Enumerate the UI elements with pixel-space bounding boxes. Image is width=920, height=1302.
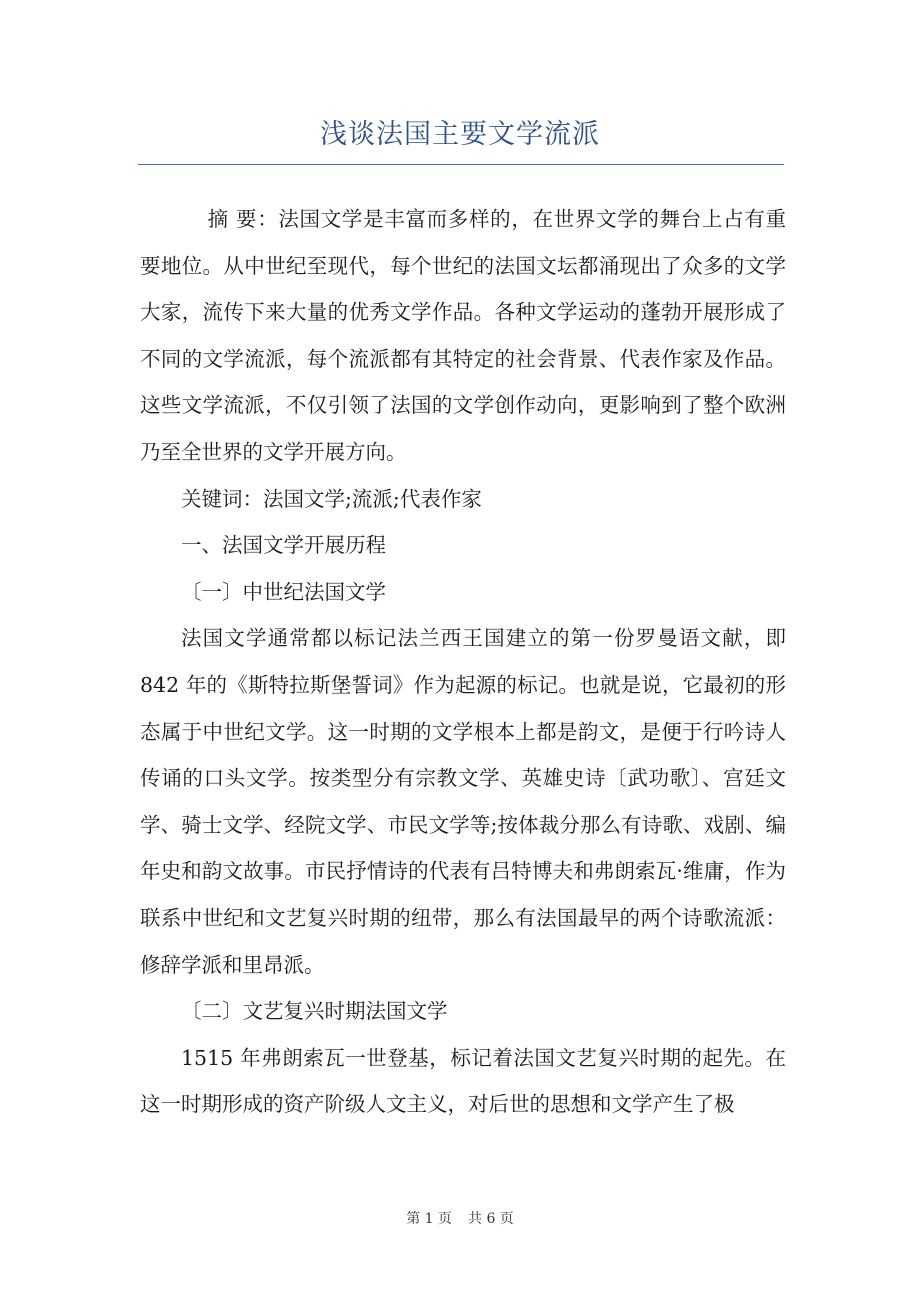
subsection-heading-2: 〔二〕文艺复兴时期法国文学	[181, 999, 448, 1024]
page-number: 第 1 页	[406, 1211, 452, 1227]
document-title: 浅谈法国主要文学流派	[320, 119, 600, 150]
keywords-line: 关键词：法国文学;流派;代表作家	[181, 486, 482, 511]
abstract-paragraph: 摘 要：法国文学是丰富而多样的，在世界文学的舞台上占有重要地位。从中世纪至现代，每个世纪的法国文坛都涌现出了众多的文学大家，流传下来大量的优秀文学作品。各种文学运动的蓬勃开展形成了不同的文学流派，每个流派都有其特定的社会背景、代表作家及作品。这些文学流派，不仅引领了法国的文学创作动向，更影响到了整个欧洲乃至全世界的文学开展方向。	[140, 207, 786, 464]
subsection-2-paragraph: 1515 年弗朗索瓦一世登基，标记着法国文艺复兴时期的起先。在这一时期形成的资产阶级人文主义，对后世的思想和文学产生了极	[140, 1045, 786, 1117]
section-heading-1: 一、法国文学开展历程	[181, 533, 386, 558]
title-underline	[138, 164, 784, 165]
page-total: 共 6 页	[468, 1211, 514, 1227]
document-body	[140, 196, 786, 1128]
page-footer	[0, 1208, 920, 1228]
subsection-1-paragraph: 法国文学通常都以标记法兰西王国建立的第一份罗曼语文献，即 842 年的《斯特拉斯堡誓词》作为起源的标记。也就是说，它最初的形态属于中世纪文学。这一时期的文学根本上都是韵文，是便于行吟诗人传诵的口头文学。按类型分有宗教文学、英雄史诗〔武功歌〕、宫廷文学、骑士文学、经院文学、市民文学等;按体裁分那么有诗歌、戏剧、编年史和韵文故事。市民抒情诗的代表有吕特博夫和弗朗索瓦·维庸，作为联系中世纪和文艺复兴时期的纽带，那么有法国最早的两个诗歌流派：修辞学派和里昂派。	[140, 626, 786, 977]
subsection-heading-1: 〔一〕中世纪法国文学	[181, 579, 386, 604]
